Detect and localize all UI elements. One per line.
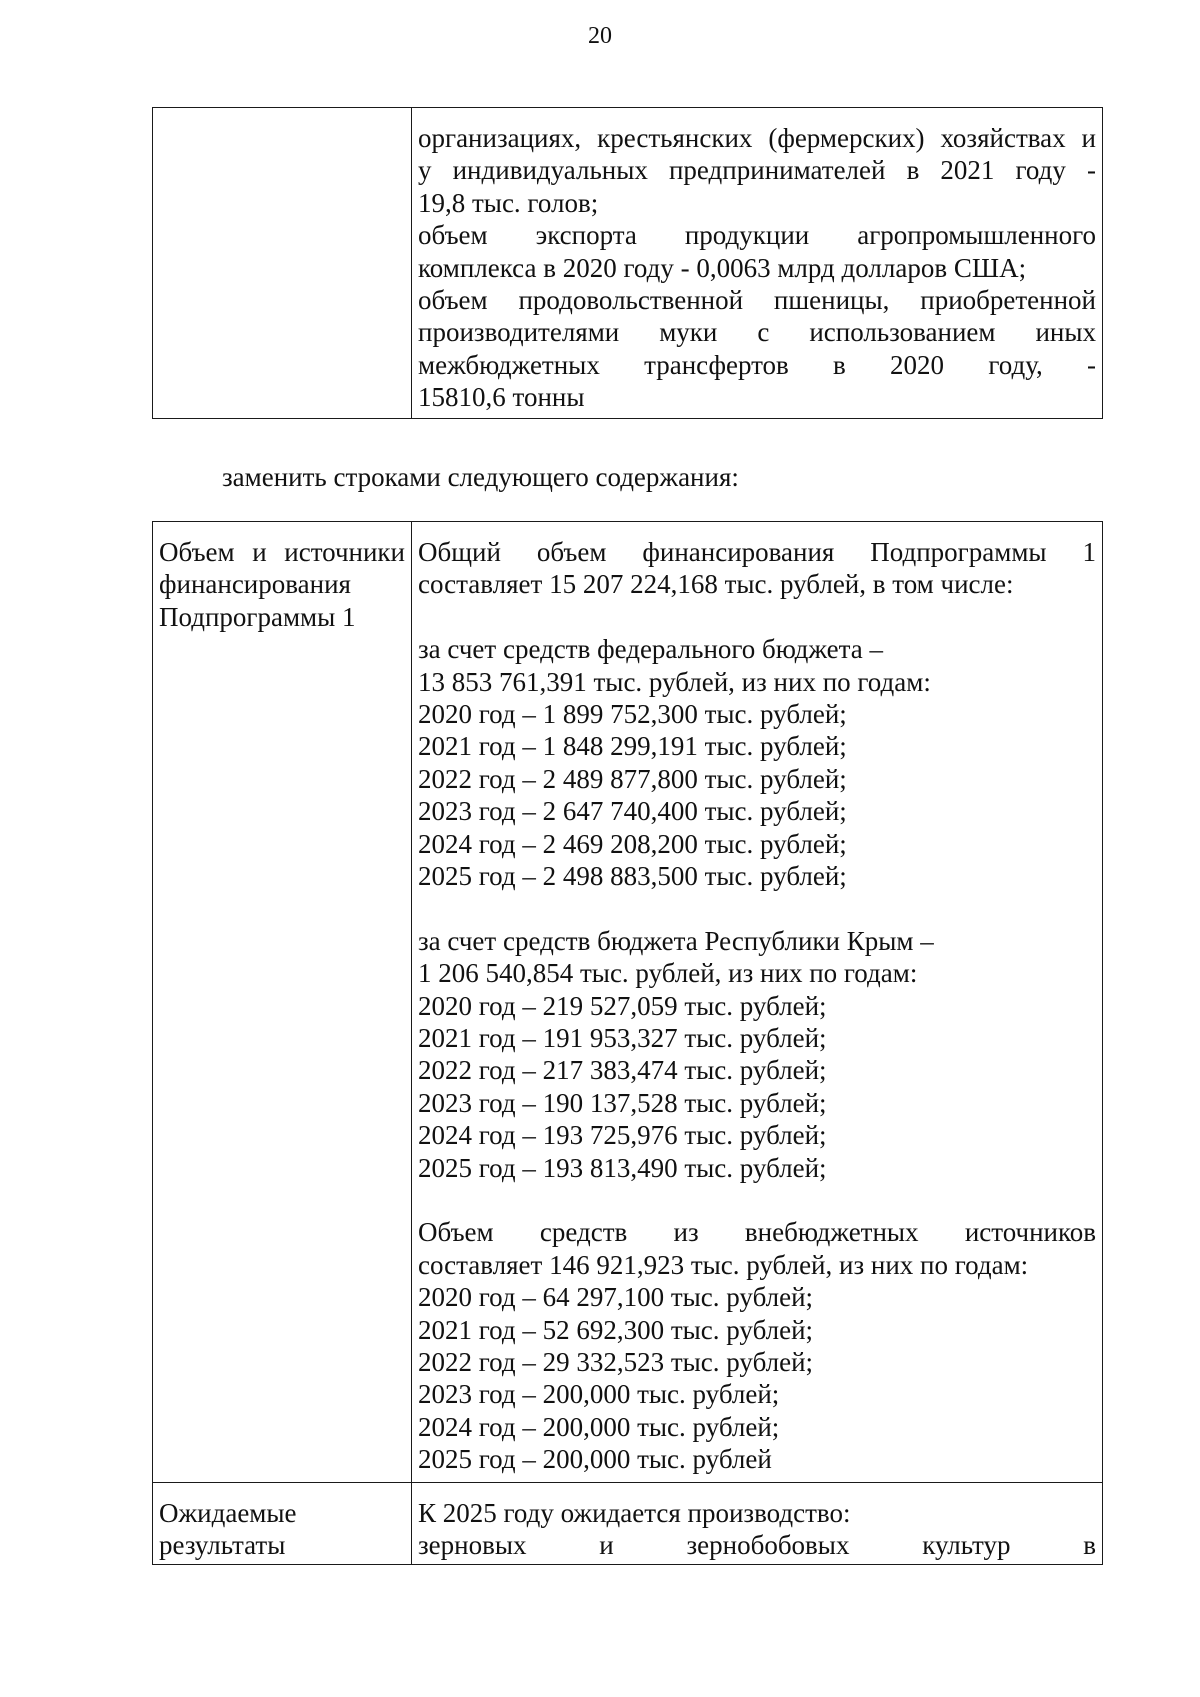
text-line: организациях, крестьянских (фермерских) хозяйствах и (418, 123, 1096, 153)
label-line: Объем и источники (159, 537, 405, 567)
results-details-cell (412, 1482, 1103, 1564)
text-line: зерновых и зернобобовых культур в (418, 1530, 1096, 1561)
text-line: у индивидуальных предпринимателей в 2021 году - (418, 155, 1096, 186)
year-line: 2021 год – 191 953,327 тыс. рублей; (418, 1023, 827, 1054)
label-line: Ожидаемые (159, 1497, 297, 1528)
federal-heading: за счет средств федерального бюджета – (418, 634, 883, 665)
replace-instruction: заменить строками следующего содержания: (222, 462, 739, 492)
label-line: результаты (159, 1530, 286, 1561)
year-line: 2023 год – 2 647 740,400 тыс. рублей; (418, 796, 847, 827)
year-line: 2025 год – 193 813,490 тыс. рублей; (418, 1152, 827, 1183)
year-line: 2020 год – 219 527,059 тыс. рублей; (418, 990, 827, 1021)
table-row (153, 522, 1103, 1483)
label-line: финансирования (159, 569, 351, 600)
text-line: комплекса в 2020 году - 0,0063 млрд долларов США; (418, 252, 1027, 283)
federal-total: 13 853 761,391 тыс. рублей, из них по годам: (418, 666, 931, 697)
year-line: 2023 год – 190 137,528 тыс. рублей; (418, 1087, 827, 1118)
funding-details-cell (412, 522, 1103, 1483)
replacement-table (152, 521, 1103, 1565)
year-line: 2025 год – 2 498 883,500 тыс. рублей; (418, 861, 847, 892)
results-label-cell (153, 1482, 412, 1564)
text-line: объем продовольственной пшеницы, приобретенной (418, 284, 1096, 315)
year-line: 2020 год – 64 297,100 тыс. рублей; (418, 1282, 814, 1313)
year-line: 2024 год – 2 469 208,200 тыс. рублей; (418, 828, 847, 859)
table-row (153, 108, 1103, 419)
text-line: межбюджетных трансфертов в 2020 году, - (418, 349, 1096, 380)
text-line: 19,8 тыс. голов; (418, 187, 599, 218)
text-line: составляет 15 207 224,168 тыс. рублей, в том числе: (418, 569, 1014, 600)
year-line: 2025 год – 200,000 тыс. рублей (418, 1444, 772, 1475)
text-line: Общий объем финансирования Подпрограммы 1 (418, 537, 1096, 567)
republic-heading: за счет средств бюджета Республики Крым – (418, 925, 934, 956)
extrabudget-heading: Объем средств из внебюджетных источников (418, 1217, 1096, 1248)
page-number: 20 (588, 23, 612, 49)
republic-total: 1 206 540,854 тыс. рублей, из них по годам: (418, 958, 918, 989)
year-line: 2021 год – 1 848 299,191 тыс. рублей; (418, 731, 847, 762)
text-line: К 2025 году ожидается производство: (418, 1497, 851, 1528)
label-line: Подпрограммы 1 (159, 601, 356, 632)
text-line: производителями муки с использованием иных (418, 317, 1096, 348)
year-line: 2024 год – 193 725,976 тыс. рублей; (418, 1120, 827, 1151)
table-row (153, 1482, 1103, 1564)
year-line: 2024 год – 200,000 тыс. рублей; (418, 1411, 780, 1442)
year-line: 2022 год – 217 383,474 тыс. рублей; (418, 1055, 827, 1086)
year-line: 2021 год – 52 692,300 тыс. рублей; (418, 1314, 814, 1345)
year-line: 2023 год – 200,000 тыс. рублей; (418, 1379, 780, 1410)
text-line: объем экспорта продукции агропромышленного (418, 220, 1096, 251)
year-line: 2022 год – 2 489 877,800 тыс. рублей; (418, 763, 847, 794)
funding-label-cell (153, 522, 412, 1483)
year-line: 2020 год – 1 899 752,300 тыс. рублей; (418, 699, 847, 729)
extrabudget-total: составляет 146 921,923 тыс. рублей, из них по годам: (418, 1249, 1029, 1280)
year-line: 2022 год – 29 332,523 тыс. рублей; (418, 1347, 814, 1378)
text-line: 15810,6 тонны (418, 382, 585, 413)
continuation-table (152, 107, 1103, 419)
targets-cell (412, 108, 1103, 419)
empty-label-cell (153, 108, 412, 419)
